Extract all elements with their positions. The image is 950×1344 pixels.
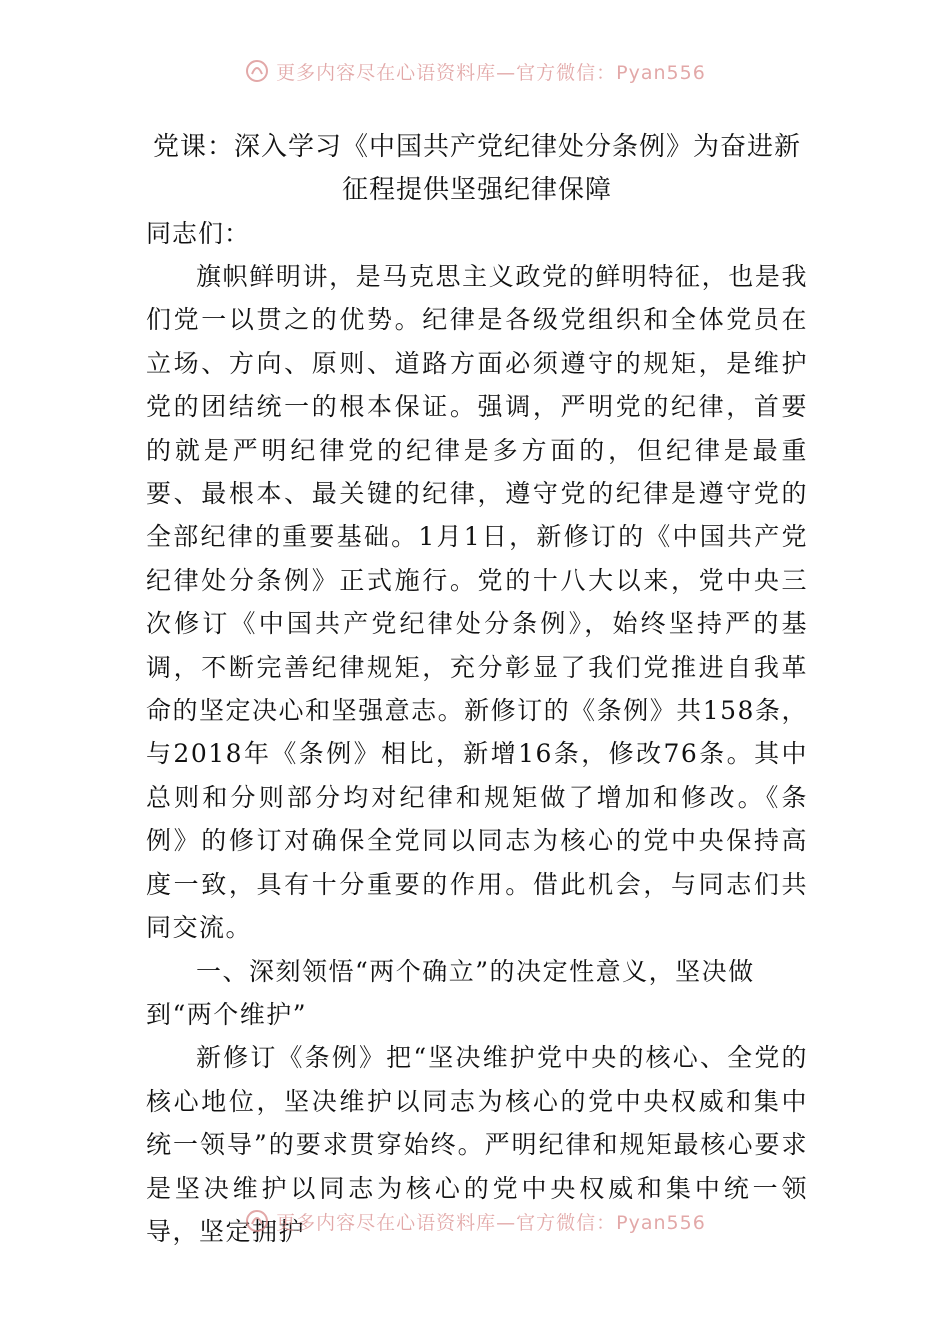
salutation: 同志们： bbox=[146, 219, 251, 248]
logo-icon bbox=[244, 58, 270, 84]
document-body bbox=[146, 126, 808, 1253]
paragraph-intro: 旗帜鲜明讲，是马克思主义政党的鲜明特征，也是我们党一以贯之的优势。纪律是各级党组织和全体党员在立场、方向、原则、道路方面必须遵守的规矩，是维护党的团结统一的根本保证。强调，严明党的纪律，首要的就是严明纪律党的纪律是多方面的，但纪律是最重要、最根本、最关键的纪律，遵守党的纪律是遵守党的全部纪律的重要基础。1月1日，新修订的《中国共产党纪律处分条例》正式施行。党的十八大以来，党中央三次修订《中国共产党纪律处分条例》，始终坚持严的基调，不断完善纪律规矩，充分彰显了我们党推进自我革命的坚定决心和坚强意志。新修订的《条例》共158条，与2018年《条例》相比，新增16条，修改76条。其中总则和分则部分均对纪律和规矩做了增加和修改。《条例》的修订对确保全党同以同志为核心的党中央保持高度一致，具有十分重要的作用。借此机会，与同志们共同交流。 bbox=[146, 262, 808, 943]
watermark-header bbox=[0, 56, 950, 86]
document-title: 党课：深入学习《中国共产党纪律处分条例》为奋进新征程提供坚强纪律保障 bbox=[152, 132, 801, 205]
watermark-text: 更多内容尽在心语资料库—官方微信：Pyan556 bbox=[276, 1211, 706, 1234]
paragraph-section-1: 新修订《条例》把“坚决维护党中央的核心、全党的核心地位，坚决维护以同志为核心的党中央权威和集中统一领导”的要求贯穿始终。严明纪律和规矩最核心要求是坚决维护以同志为核心的党中央权威和集中统一领导，坚定拥护 bbox=[146, 1043, 808, 1246]
watermark-text: 更多内容尽在心语资料库—官方微信：Pyan556 bbox=[276, 61, 706, 84]
watermark-footer bbox=[0, 1206, 950, 1236]
logo-icon bbox=[244, 1208, 270, 1234]
section-heading-1: 一、深刻领悟“两个确立”的决定性意义，坚决做到“两个维护” bbox=[146, 956, 755, 1029]
